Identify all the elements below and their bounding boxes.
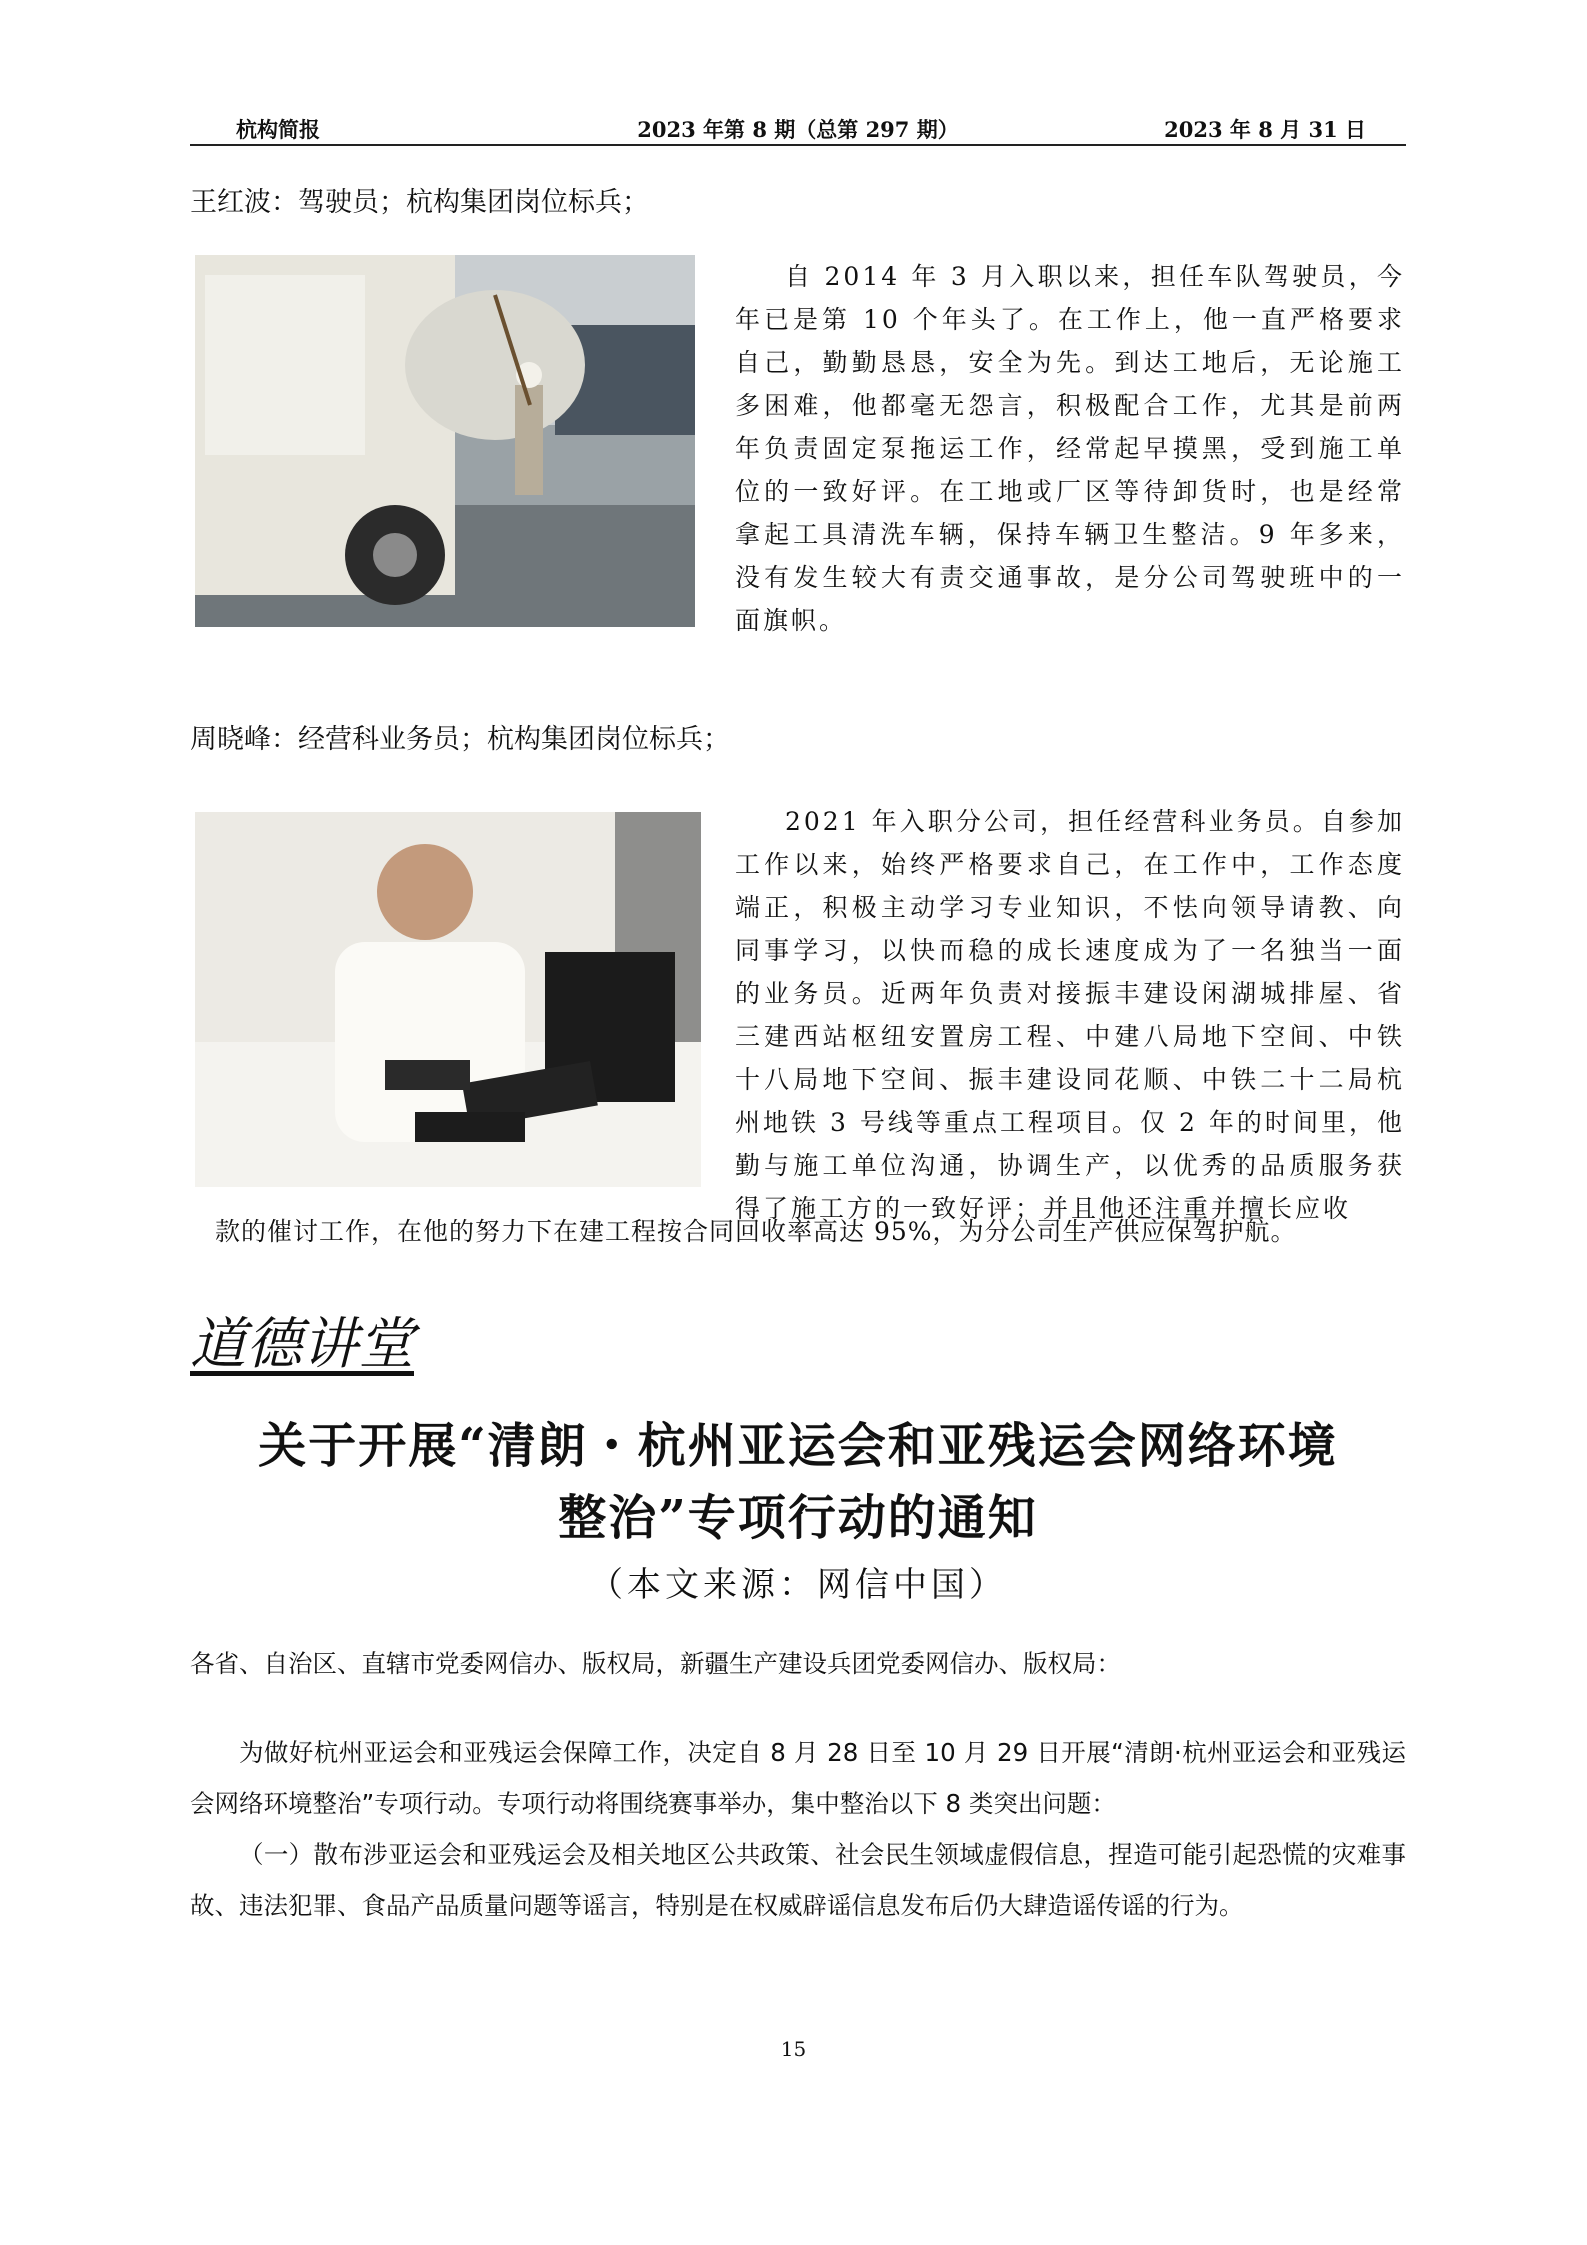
profile-bio-2-continued: 款的催讨工作，在他的努力下在建工程按合同回收率高达 95%，为分公司生产供应保驾护航。 xyxy=(215,1217,1297,1246)
profile-bio-1: 自 2014 年 3 月入职以来，担任车队驾驶员，今年已是第 10 个年头了。在工作上，他一直严格要求自己，勤勤恳恳，安全为先。到达工地后，无论施工多困难，他都毫无怨言，积极配合工作，尤其是前两年负责固定泵拖运工作，经常起早摸黑，受到施工单位的一致好评。在工地或厂区等待卸货时，也是经常拿起工具清洗车辆，保持车辆卫生整洁。9 年多来，没有发生较大有责交通事故，是分公司驾驶班中的一面旗帜。 xyxy=(735,262,1405,635)
publication-name: 杭构简报 xyxy=(236,117,320,142)
office-worker-at-computer-photo xyxy=(195,812,701,1187)
article-addressee: 各省、自治区、直辖市党委网信办、版权局，新疆生产建设兵团党委网信办、版权局： xyxy=(190,1649,1121,1678)
profile-heading-1: 王红波：驾驶员；杭构集团岗位标兵； xyxy=(190,187,649,218)
article-source: （本文来源：网信中国） xyxy=(589,1565,1007,1605)
article-paragraph-1: 为做好杭州亚运会和亚残运会保障工作，决定自 8 月 28 日至 10 月 29 日开展“清朗·杭州亚运会和亚残运会网络环境整治”专项行动。专项行动将围绕赛事举办，集中整治以下 8 类突出问题： xyxy=(190,1738,1406,1818)
issue-date: 2023 年 8 月 31 日 xyxy=(1164,117,1366,142)
truck-driver-cleaning-photo xyxy=(195,255,695,627)
profile-heading-2: 周晓峰：经营科业务员；杭构集团岗位标兵； xyxy=(190,724,730,755)
section-title: 道德讲堂 xyxy=(190,1312,414,1377)
article-title-line-2: 整治”专项行动的通知 xyxy=(558,1490,1038,1546)
article-paragraph-2: （一）散布涉亚运会和亚残运会及相关地区公共政策、社会民生领域虚假信息，捏造可能引起恐慌的灾难事故、违法犯罪、食品产品质量问题等谣言，特别是在权威辟谣信息发布后仍大肆造谣传谣的行为。 xyxy=(190,1840,1406,1920)
article-title-line-1: 关于开展“清朗・杭州亚运会和亚残运会网络环境 xyxy=(258,1418,1338,1474)
page-number: 15 xyxy=(780,2037,807,2061)
page-header xyxy=(190,110,1406,146)
issue-number: 2023 年第 8 期（总第 297 期） xyxy=(637,117,959,142)
profile-bio-2: 2021 年入职分公司，担任经营科业务员。自参加工作以来，始终严格要求自己，在工作中，工作态度端正，积极主动学习专业知识，不怯向领导请教、向同事学习，以快而稳的成长速度成为了一名独当一面的业务员。近两年负责对接振丰建设闲湖城排屋、省三建西站枢纽安置房工程、中建八局地下空间、中铁十八局地下空间、振丰建设同花顺、中铁二十二局杭州地铁 3 号线等重点工程项目。仅 2 年的时间里，他勤与施工单位沟通，协调生产，以优秀的品质服务获得了施工方的一致好评；并且他还注重并擅长应收 xyxy=(735,807,1405,1223)
